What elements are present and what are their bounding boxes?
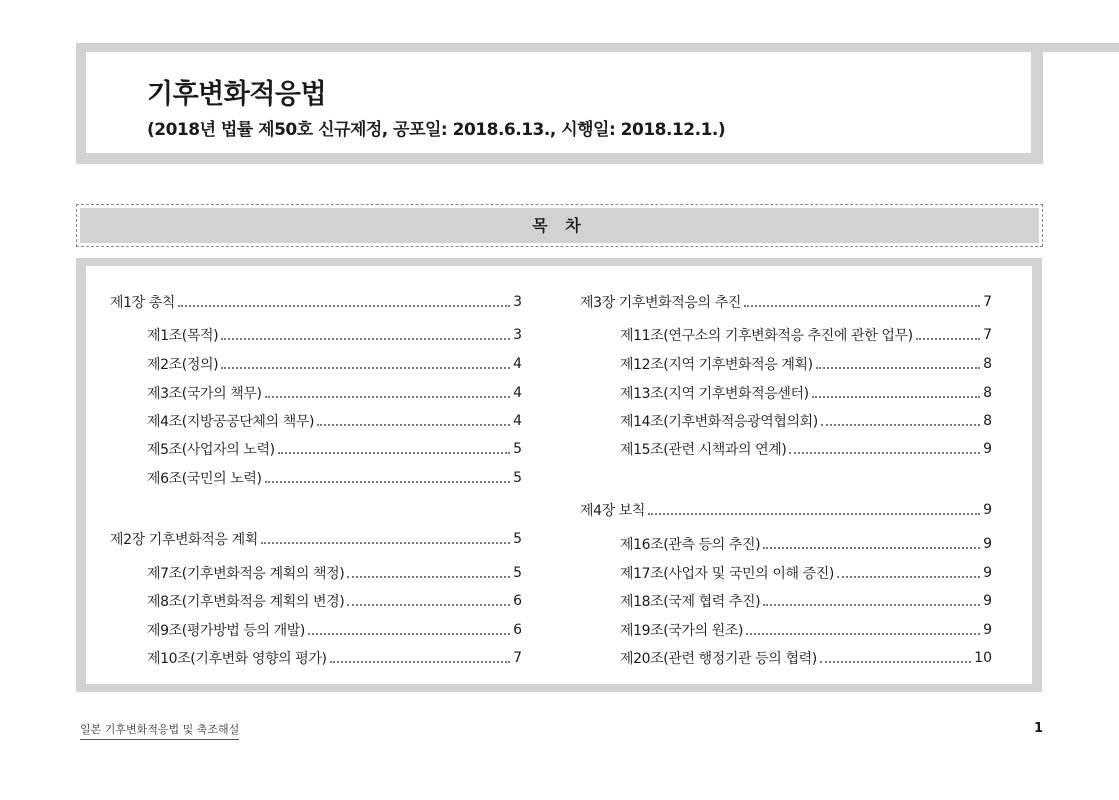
toc-label: 제8조(기후변화적응 계획의 변경)	[147, 594, 345, 610]
toc-page: 5	[513, 531, 522, 547]
toc-chapter-4[interactable]	[580, 499, 992, 521]
toc-article-3[interactable]	[147, 382, 522, 404]
toc-article-13[interactable]	[620, 382, 992, 404]
dot-leader	[308, 633, 510, 635]
toc-page: 7	[983, 327, 992, 343]
toc-page: 4	[513, 413, 522, 429]
dot-leader	[330, 661, 510, 663]
toc-article-20[interactable]	[620, 647, 992, 669]
toc-article-7[interactable]	[147, 562, 522, 584]
toc-label: 제2조(정의)	[147, 357, 219, 373]
toc-label: 제20조(관련 행정기관 등의 협력)	[620, 651, 817, 667]
toc-article-14[interactable]	[620, 410, 992, 432]
dot-leader	[916, 338, 980, 340]
toc-label: 제6조(국민의 노력)	[147, 471, 262, 487]
toc-label: 제4조(지방공공단체의 책무)	[147, 414, 315, 430]
title-top-bar	[76, 43, 1119, 52]
toc-label: 제15조(관련 시책과의 연계)	[620, 442, 787, 458]
toc-label: 제12조(지역 기후변화적응 계획)	[620, 357, 813, 373]
dot-leader	[816, 367, 980, 369]
toc-page: 8	[983, 413, 992, 429]
toc-page: 10	[974, 650, 992, 666]
toc-article-1[interactable]	[147, 324, 522, 346]
dot-leader	[763, 547, 980, 549]
toc-page: 5	[513, 441, 522, 457]
toc-page: 4	[513, 385, 522, 401]
dot-leader	[347, 576, 510, 578]
toc-article-18[interactable]	[620, 590, 992, 612]
footer-book-title: 일본 기후변화적응법 및 축조해설	[80, 721, 239, 740]
dot-leader	[178, 305, 510, 307]
toc-heading: 목 차	[80, 208, 1039, 243]
toc-article-6[interactable]	[147, 467, 522, 489]
toc-article-11[interactable]	[620, 324, 992, 346]
toc-label: 제2장 기후변화적응 계획	[110, 532, 258, 548]
document-subtitle: (2018년 법률 제50호 신규제정, 공포일: 2018.6.13., 시행일: 2018.12.1.)	[147, 120, 726, 140]
dot-leader	[221, 338, 510, 340]
toc-label: 제4장 보칙	[580, 503, 646, 519]
toc-article-16[interactable]	[620, 533, 992, 555]
toc-page: 9	[983, 441, 992, 457]
toc-label: 제9조(평가방법 등의 개발)	[147, 623, 305, 639]
dot-leader	[648, 513, 980, 515]
toc-header	[76, 204, 1043, 247]
toc-article-4[interactable]	[147, 410, 522, 432]
toc-label: 제14조(기후변화적응광역협의회)	[620, 414, 818, 430]
toc-label: 제10조(기후변화 영향의 평가)	[147, 651, 327, 667]
toc-article-17[interactable]	[620, 562, 992, 584]
toc-chapter-2[interactable]	[110, 528, 522, 550]
toc-page: 7	[513, 650, 522, 666]
dot-leader	[744, 305, 980, 307]
dot-leader	[837, 576, 980, 578]
toc-page: 3	[513, 327, 522, 343]
dot-leader	[278, 452, 510, 454]
toc-label: 제1장 총칙	[110, 295, 176, 311]
dot-leader	[347, 604, 510, 606]
toc-label: 제11조(연구소의 기후변화적응 추진에 관한 업무)	[620, 328, 913, 344]
dot-leader	[746, 633, 980, 635]
footer-page-number: 1	[1034, 721, 1044, 736]
toc-label: 제7조(기후변화적응 계획의 책정)	[147, 566, 345, 582]
dot-leader	[221, 367, 510, 369]
toc-article-8[interactable]	[147, 590, 522, 612]
document-title: 기후변화적응법	[147, 79, 327, 110]
toc-article-12[interactable]	[620, 353, 992, 375]
toc-page: 8	[983, 356, 992, 372]
toc-page: 9	[983, 536, 992, 552]
toc-label: 제1조(목적)	[147, 328, 219, 344]
dot-leader	[820, 661, 971, 663]
toc-page: 8	[983, 385, 992, 401]
dot-leader	[763, 604, 980, 606]
dot-leader	[812, 396, 980, 398]
toc-page: 3	[513, 294, 522, 310]
toc-label: 제18조(국제 협력 추진)	[620, 594, 761, 610]
toc-page: 9	[983, 565, 992, 581]
toc-article-19[interactable]	[620, 619, 992, 641]
toc-article-2[interactable]	[147, 353, 522, 375]
toc-chapter-3[interactable]	[580, 291, 992, 313]
toc-page: 9	[983, 502, 992, 518]
dot-leader	[821, 424, 980, 426]
toc-label: 제17조(사업자 및 국민의 이해 증진)	[620, 566, 834, 582]
dot-leader	[317, 424, 510, 426]
toc-page: 7	[983, 294, 992, 310]
dot-leader	[789, 452, 980, 454]
toc-page: 5	[513, 565, 522, 581]
toc-page: 9	[983, 593, 992, 609]
toc-article-5[interactable]	[147, 438, 522, 460]
dot-leader	[265, 481, 511, 483]
toc-article-10[interactable]	[147, 647, 522, 669]
toc-chapter-1[interactable]	[110, 291, 522, 313]
toc-page: 4	[513, 356, 522, 372]
toc-page: 6	[513, 622, 522, 638]
toc-label: 제5조(사업자의 노력)	[147, 442, 275, 458]
toc-page: 6	[513, 593, 522, 609]
toc-page: 9	[983, 622, 992, 638]
toc-article-9[interactable]	[147, 619, 522, 641]
toc-label: 제16조(관측 등의 추진)	[620, 537, 761, 553]
dot-leader	[265, 396, 511, 398]
toc-article-15[interactable]	[620, 438, 992, 460]
toc-label: 제3장 기후변화적응의 추진	[580, 295, 741, 311]
toc-label: 제13조(지역 기후변화적응센터)	[620, 386, 809, 402]
toc-label: 제3조(국가의 책무)	[147, 386, 262, 402]
toc-label: 제19조(국가의 원조)	[620, 623, 744, 639]
toc-page: 5	[513, 470, 522, 486]
dot-leader	[261, 542, 510, 544]
